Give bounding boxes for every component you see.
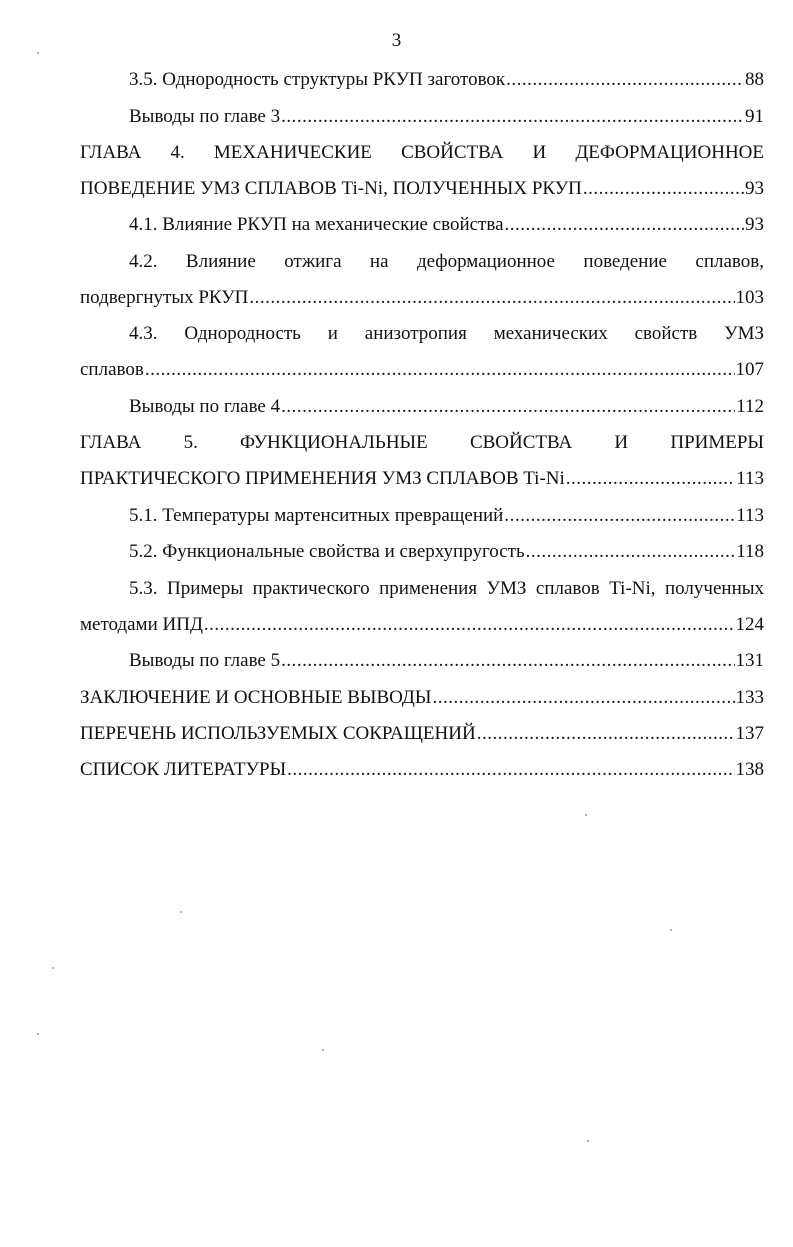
scan-speck bbox=[585, 814, 587, 816]
dot-leader bbox=[204, 611, 735, 639]
dot-leader bbox=[504, 502, 735, 530]
toc-chapter-5-line-1: ГЛАВА 5. ФУНКЦИОНАЛЬНЫЕ СВОЙСТВА И ПРИМЕРЫ bbox=[80, 432, 764, 453]
toc-entry-5-3 bbox=[80, 611, 764, 639]
dot-leader bbox=[281, 647, 734, 675]
toc-entry-title: ЗАКЛЮЧЕНИЕ И ОСНОВНЫЕ ВЫВОДЫ bbox=[80, 687, 432, 708]
toc-page-number: 118 bbox=[736, 541, 764, 562]
scan-speck bbox=[37, 52, 39, 54]
toc-entry-title: СПИСОК ЛИТЕРАТУРЫ bbox=[80, 759, 287, 780]
scan-speck bbox=[180, 911, 182, 913]
toc-entry-title: ПОВЕДЕНИЕ УМЗ СПЛАВОВ Ti-Ni, ПОЛУЧЕННЫХ РКУП bbox=[80, 178, 582, 199]
dot-leader bbox=[526, 538, 736, 566]
toc-entry-title: ПРАКТИЧЕСКОГО ПРИМЕНЕНИЯ УМЗ СПЛАВОВ Ti-Ni bbox=[80, 468, 565, 489]
toc-page-number: 93 bbox=[745, 178, 764, 199]
toc-chapter-5 bbox=[80, 465, 764, 493]
toc-page-number: 112 bbox=[736, 396, 764, 417]
toc-page-number: 138 bbox=[735, 759, 764, 780]
toc-entry-5-2 bbox=[129, 538, 764, 566]
dot-leader bbox=[477, 720, 735, 748]
toc-entry-4-3 bbox=[80, 356, 764, 384]
toc-entry-conclusions-3 bbox=[129, 103, 764, 131]
toc-page-number: 131 bbox=[735, 650, 764, 671]
scan-speck bbox=[587, 1140, 589, 1142]
scan-speck bbox=[52, 967, 54, 969]
toc-entry-4-2 bbox=[80, 284, 764, 312]
toc-page-number: 103 bbox=[735, 287, 764, 308]
dot-leader bbox=[566, 465, 735, 493]
toc-entry-conclusions-5 bbox=[129, 647, 764, 675]
toc-page-number: 137 bbox=[735, 723, 764, 744]
toc-entry-5-3-line-1: 5.3. Примеры практического применения УМЗ сплавов Ti-Ni, полученных bbox=[129, 578, 764, 599]
toc-entry-title: 5.2. Функциональные свойства и сверхупругость bbox=[129, 541, 525, 562]
toc-entry-title: 5.1. Температуры мартенситных превращений bbox=[129, 505, 504, 526]
dot-leader bbox=[287, 756, 734, 784]
toc-entry-4-3-line-1: 4.3. Однородность и анизотропия механических свойств УМЗ bbox=[129, 323, 764, 344]
toc-entry-title: сплавов bbox=[80, 359, 144, 380]
toc-entry-title: ПЕРЕЧЕНЬ ИСПОЛЬЗУЕМЫХ СОКРАЩЕНИЙ bbox=[80, 723, 476, 744]
toc-entry-conclusions-4 bbox=[129, 393, 764, 421]
toc-page-number: 113 bbox=[736, 505, 764, 526]
toc-entry-title: 4.1. Влияние РКУП на механические свойства bbox=[129, 214, 504, 235]
scan-speck bbox=[670, 929, 672, 931]
toc-entry-references bbox=[80, 756, 764, 784]
toc-page-number: 91 bbox=[745, 106, 764, 127]
toc-page-number: 113 bbox=[736, 468, 764, 489]
dot-leader bbox=[583, 175, 744, 203]
toc-page-number: 107 bbox=[735, 359, 764, 380]
dot-leader bbox=[505, 211, 745, 239]
toc-page-number: 133 bbox=[735, 687, 764, 708]
scan-speck bbox=[322, 1049, 324, 1051]
toc-entry-title: Выводы по главе 5 bbox=[129, 650, 281, 671]
dot-leader bbox=[249, 284, 734, 312]
toc-entry-title: Выводы по главе 3 bbox=[129, 106, 281, 127]
toc-entry-3-5 bbox=[129, 66, 764, 94]
toc-entry-title: Выводы по главе 4 bbox=[129, 396, 281, 417]
toc-chapter-4 bbox=[80, 175, 764, 203]
scan-speck bbox=[37, 1033, 39, 1035]
toc-entry-5-1 bbox=[129, 502, 764, 530]
page-number: 3 bbox=[391, 30, 402, 51]
toc-chapter-4-line-1: ГЛАВА 4. МЕХАНИЧЕСКИЕ СВОЙСТВА И ДЕФОРМАЦИОННОЕ bbox=[80, 142, 764, 163]
toc-entry-4-1 bbox=[129, 211, 764, 239]
dot-leader bbox=[506, 66, 744, 94]
toc-entry-title: методами ИПД bbox=[80, 614, 203, 635]
toc-page-number: 93 bbox=[745, 214, 764, 235]
dot-leader bbox=[281, 103, 744, 131]
toc-entry-conclusion bbox=[80, 684, 764, 712]
toc-entry-4-2-line-1: 4.2. Влияние отжига на деформационное поведение сплавов, bbox=[129, 251, 764, 272]
toc-page-number: 88 bbox=[745, 69, 764, 90]
toc-entry-title: подвергнутых РКУП bbox=[80, 287, 249, 308]
dot-leader bbox=[145, 356, 735, 384]
dot-leader bbox=[281, 393, 735, 421]
toc-entry-abbreviations bbox=[80, 720, 764, 748]
toc-entry-title: 3.5. Однородность структуры РКУП заготовок bbox=[129, 69, 506, 90]
dot-leader bbox=[432, 684, 734, 712]
toc-page-number: 124 bbox=[735, 614, 764, 635]
